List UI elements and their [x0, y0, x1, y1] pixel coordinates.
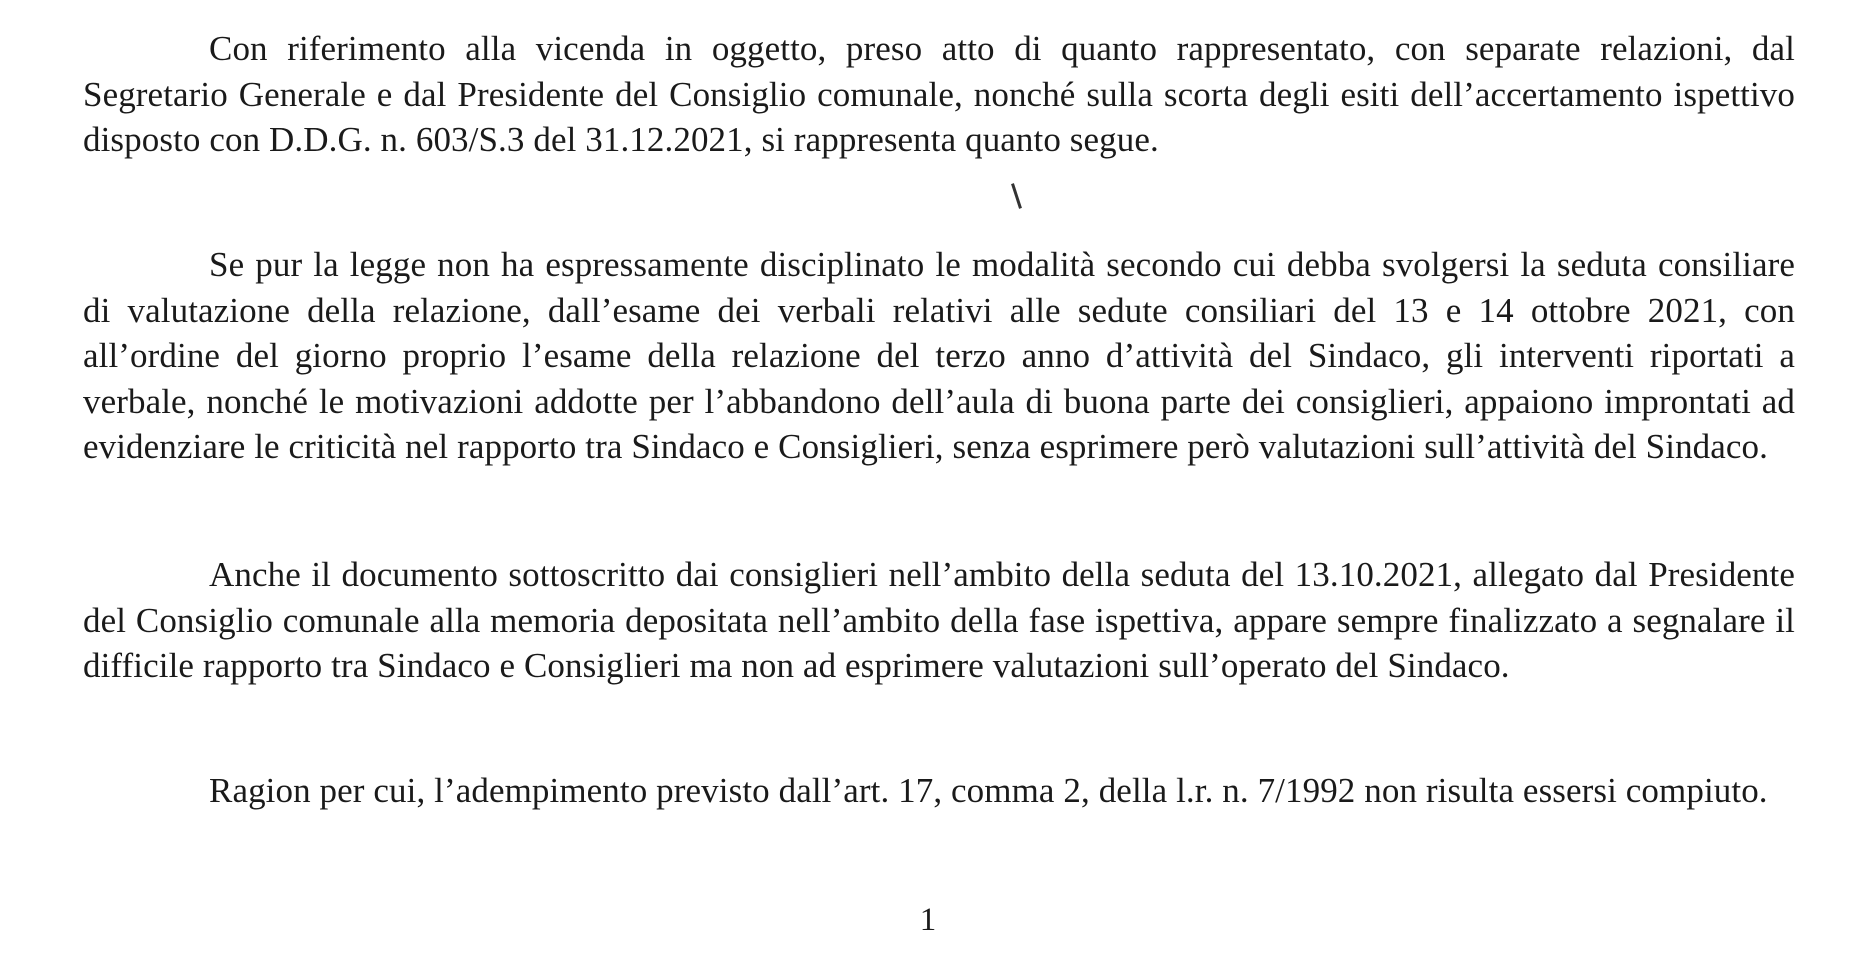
page-number: 1 — [919, 902, 937, 938]
paragraph-3: Anche il documento sottoscritto dai consiglieri nell’ambito della seduta del 13.10.2021, allegato dal Presidente del Consiglio comunale alla memoria depositata nell’ambito della fase ispettiva, appare sempre finalizzato a segnalare il difficile rapporto tra Sindaco e Consiglieri ma non ad esprimere valutazioni sull’operato del Sindaco. — [83, 555, 1795, 685]
paragraph-2: Se pur la legge non ha espressamente disciplinato le modalità secondo cui debba svolgersi la seduta consiliare di valutazione della relazione, dall’esame dei verbali relativi alle sedute consiliari del 13 e 14 ottobre 2021, con all’ordine del giorno proprio l’esame della relazione del terzo anno d’attività del Sindaco, gli interventi riportati a verbale, nonché le motivazioni addotte per l’abbandono dell’aula di buona parte dei consiglieri, appaiono improntati ad evidenziare le criticità nel rapporto tra Sindaco e Consiglieri, senza esprimere però valutazioni sull’attività del Sindaco. — [83, 245, 1795, 466]
paragraph-4: Ragion per cui, l’adempimento previsto dall’art. 17, comma 2, della l.r. n. 7/1992 non risulta essersi compiuto. — [209, 771, 1768, 810]
stray-pen-mark — [1011, 183, 1022, 209]
paragraph-1: Con riferimento alla vicenda in oggetto, preso atto di quanto rappresentato, con separate relazioni, dal Segretario Generale e dal Presidente del Consiglio comunale, nonché sulla scorta degli esiti dell’accertamento ispettivo disposto con D.D.G. n. 603/S.3 del 31.12.2021, si rappresenta quanto segue. — [83, 29, 1795, 159]
